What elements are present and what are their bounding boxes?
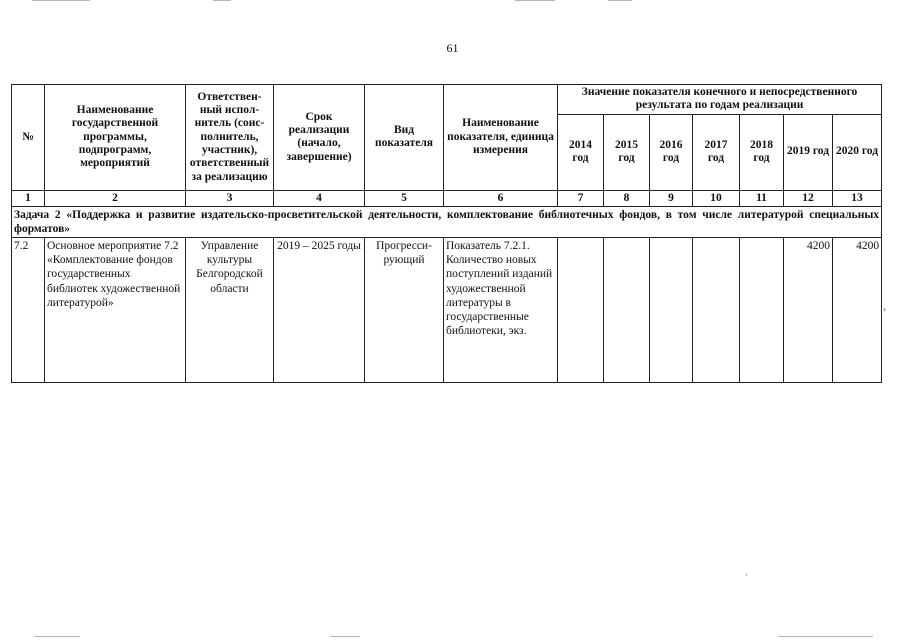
header-values-group: Значение показателя конечного и непосредственного результата по годам реализации: [558, 85, 882, 115]
row-indicator: Показатель 7.2.1. Количество новых поступлений изданий художественной литературы в государственные библиотеки, экз.: [444, 237, 558, 382]
indicators-table: [11, 84, 882, 383]
header-year: 2015 год: [604, 114, 650, 190]
header-year: 2018 год: [740, 114, 784, 190]
column-number: 12: [784, 190, 833, 206]
column-number: 1: [12, 190, 45, 206]
row-value-2014: [558, 237, 604, 382]
header-year: 2016 год: [650, 114, 693, 190]
column-number: 9: [650, 190, 693, 206]
scan-edge-line: [330, 636, 360, 637]
scan-edge-line: [32, 0, 90, 1]
scan-edge-line: [778, 636, 873, 637]
column-number: 8: [604, 190, 650, 206]
column-number: 5: [365, 190, 444, 206]
scan-speck: ›: [883, 304, 886, 314]
row-value-2020: 4200: [833, 237, 882, 382]
column-number: 11: [740, 190, 784, 206]
row-program: Основное мероприятие 7.2 «Комплектование фондов государственных библиотек художественной литературой»: [45, 237, 186, 382]
header-term: Срок реализации (начало, завершение): [274, 85, 365, 191]
header-year: 2014 год: [558, 114, 604, 190]
column-number: 10: [693, 190, 740, 206]
column-numbers-row: [12, 190, 882, 206]
header-indicator: Наименование показателя, единица измерения: [444, 85, 558, 191]
header-program: Наименование государственной программы, подпрограмм, мероприятий: [45, 85, 186, 191]
header-num: №: [12, 85, 45, 191]
page-number: 61: [446, 41, 459, 55]
row-num: 7.2: [12, 237, 45, 382]
task-row: [12, 206, 882, 237]
row-term: 2019 – 2025 годы: [274, 237, 365, 382]
scan-edge-line: [34, 636, 80, 637]
task-title: Задача 2 «Поддержка и развитие издательско-просветительской деятельности, комплектование библиотечных фондов, в том числе литературой специальных форматов»: [12, 206, 882, 237]
column-number: 13: [833, 190, 882, 206]
column-number: 7: [558, 190, 604, 206]
row-value-2018: [740, 237, 784, 382]
scan-edge-line: [608, 0, 632, 1]
row-value-2017: [693, 237, 740, 382]
table-row: [12, 237, 882, 382]
row-type: Прогресси-рующий: [365, 237, 444, 382]
scan-speck: ·: [745, 570, 748, 580]
header-responsible: Ответствен-ный испол-нитель (соис-полнитель, участник), ответственный за реализацию: [186, 85, 274, 191]
header-type: Вид показателя: [365, 85, 444, 191]
header-year: 2017 год: [693, 114, 740, 190]
column-number: 2: [45, 190, 186, 206]
column-number: 4: [274, 190, 365, 206]
header-year: 2019 год: [784, 114, 833, 190]
row-value-2019: 4200: [784, 237, 833, 382]
scan-edge-line: [515, 0, 555, 1]
row-value-2015: [604, 237, 650, 382]
row-responsible: Управление культуры Белгородской области: [186, 237, 274, 382]
column-number: 3: [186, 190, 274, 206]
row-value-2016: [650, 237, 693, 382]
header-year: 2020 год: [833, 114, 882, 190]
column-number: 6: [444, 190, 558, 206]
scan-edge-line: [213, 0, 231, 1]
